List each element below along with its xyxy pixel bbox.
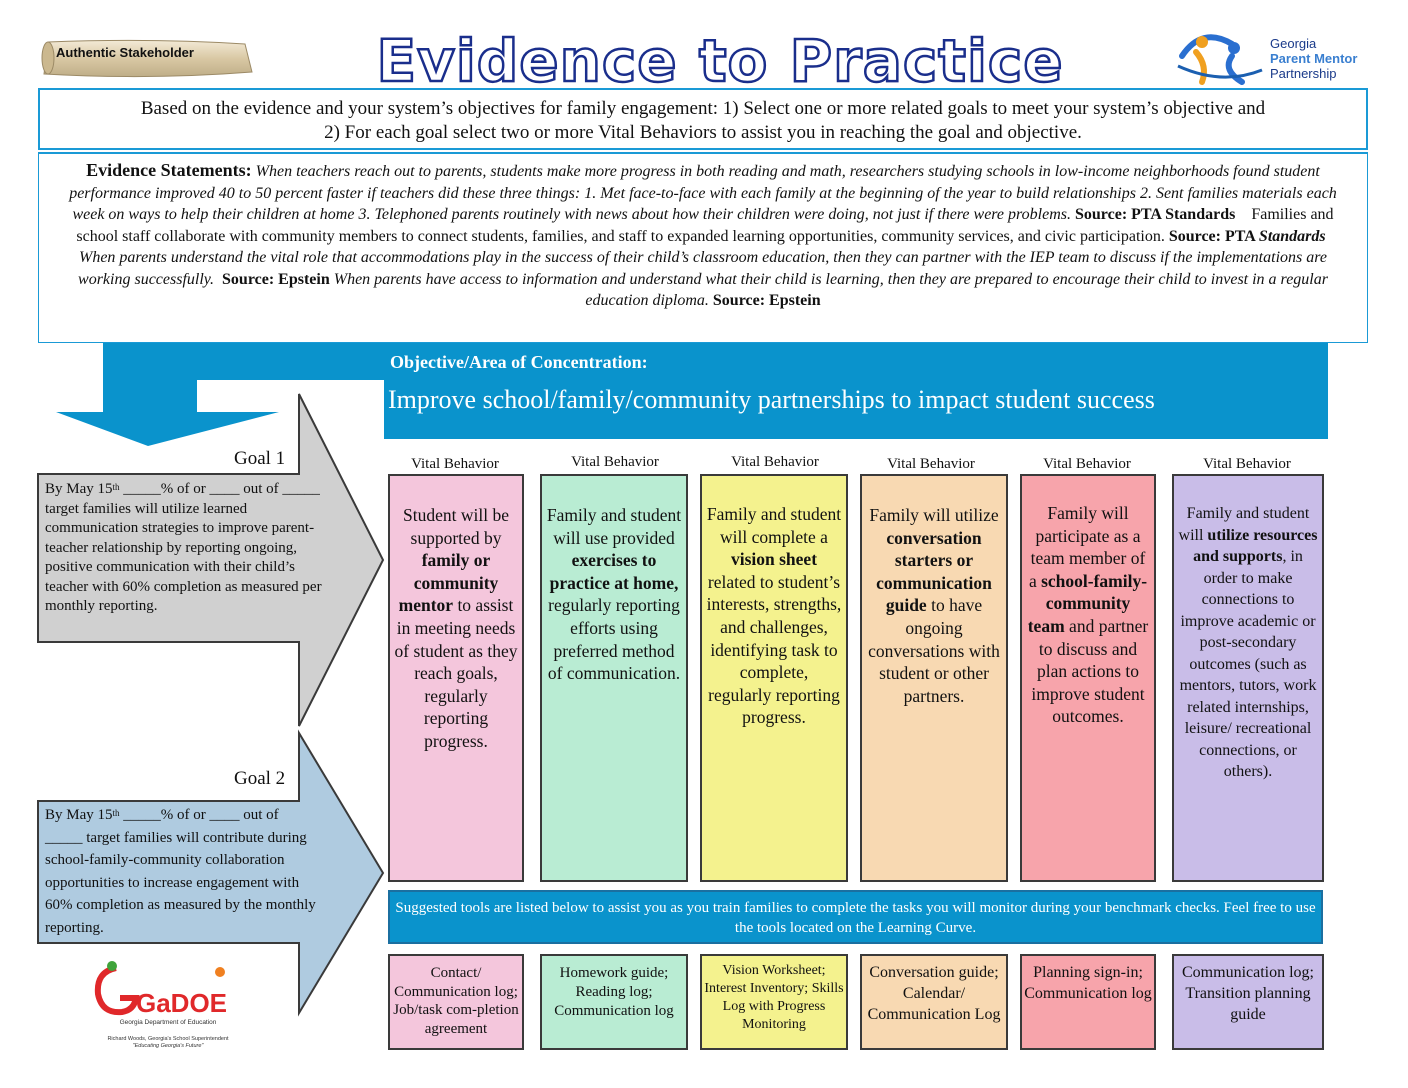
vital-behavior-4: Family will utilize conversation starters or communication guide to have ongoing conversations with student or other partners.	[860, 474, 1008, 882]
evidence-source-4: Source: Epstein	[712, 292, 821, 309]
gadoe-logo-icon	[88, 958, 248, 1050]
svg-text:Georgia Department of Educatio: Georgia Department of Education	[119, 1019, 217, 1026]
tool-box-1: Contact/ Communication log; Job/task com-pletion agreement	[388, 954, 524, 1050]
evidence-statement-4: When parents have access to information and understand what their child is learning, then they are prepared to encourage their child to invest in a regular education diploma.	[333, 270, 1328, 309]
logo-line-1: Georgia	[1270, 36, 1317, 51]
vital-behavior-2: Family and student will use provided exercises to practice at home, regularly reporting efforts using preferred method of communication.	[540, 474, 688, 882]
authentic-stakeholder-label: Authentic Stakeholder	[56, 45, 194, 60]
tool-box-6: Communication log; Transition planning guide	[1172, 954, 1324, 1050]
logo-line-3: Partnership	[1270, 66, 1337, 81]
goal-1-title: Goal 1	[234, 448, 286, 469]
svg-text:GaDOE: GaDOE	[136, 988, 228, 1018]
vital-behavior-1: Student will be supported by family or community mentor to assist in meeting needs of student as they reach goals, regularly reporting progress.	[388, 474, 524, 882]
objective-label: Objective/Area of Concentration:	[390, 352, 648, 372]
evidence-statement-1: When teachers reach out to parents, students make more progress in both reading and math, researchers studying schools in low-income neighborhoods found student performance improved 40 to 50 percent faster if teachers did these three things: 1. Met face-to-face with each family at the beginning of the year to build relationships 2. Sent families materials each week on ways to help their children at home 3. Telephoned parents routinely with news about how their children were doing, not just if there were problems.	[69, 163, 1337, 223]
vital-behavior-label-3: Vital Behavior	[731, 454, 819, 470]
tool-box-5: Planning sign-in; Communication log	[1020, 954, 1156, 1050]
tool-box-3: Vision Worksheet; Interest Inventory; Skills Log with Progress Monitoring	[700, 954, 848, 1050]
suggested-tools-banner: Suggested tools are listed below to assist you as you train families to complete the tasks you will monitor during your benchmark checks. Feel free to use the tools located on the Learning Curve.	[388, 890, 1323, 944]
svg-text:"Educating Georgia's Future": "Educating Georgia's Future"	[132, 1043, 204, 1049]
page-title: Evidence to Practice	[376, 27, 1064, 95]
evidence-source-3: Source: Epstein	[222, 270, 330, 288]
evidence-source-1: Source: PTA Standards	[1075, 206, 1236, 223]
goal-1-text: By May 15th _____% of or ____ out of _____ target families will utilize learned communication strategies to improve parent-teacher relationship by reporting ongoing, positive communication with their child’s teacher with 60% completion as measured per monthly reporting.	[45, 481, 322, 614]
vital-behavior-label-6: Vital Behavior	[1203, 456, 1291, 472]
instruction-line-1: Based on the evidence and your system’s objectives for family engagement: 1) Select one or more related goals to meet your system’s objective and	[140, 98, 1266, 119]
evidence-label: Evidence Statements:	[86, 160, 252, 180]
vital-behavior-label-4: Vital Behavior	[887, 456, 975, 472]
vital-behavior-5: Family will participate as a team member of a school-family-community team and partner to discuss and plan actions to improve student outcomes.	[1020, 474, 1156, 882]
instruction-line-2: 2) For each goal select two or more Vital Behaviors to assist you in reaching the goal and objective.	[324, 122, 1082, 143]
goal-2-text: By May 15th _____% of or ____ out of _____ target families will contribute during school-family-community collaboration opportunities to increase engagement with 60% completion as measured by the monthly reporting.	[45, 807, 316, 936]
evidence-statement-2: Families and school staff collaborate with community members to connect students, families, and staff to expanded learning opportunities, community services, and civic participation.	[76, 206, 1334, 245]
logo-line-2: Parent Mentor	[1270, 51, 1358, 66]
vital-behavior-label-5: Vital Behavior	[1043, 456, 1131, 472]
vital-behavior-label-1: Vital Behavior	[411, 456, 499, 472]
objective-text: Improve school/family/community partnerships to impact student success	[388, 385, 1155, 414]
vital-behavior-6: Family and student will utilize resources and supports, in order to make connections to improve academic or post-secondary outcomes (such as mentors, tutors, work related internships, leisure/ recreational connections, or others).	[1172, 474, 1324, 882]
vital-behavior-label-2: Vital Behavior	[571, 454, 659, 470]
tool-box-4: Conversation guide; Calendar/ Communication Log	[860, 954, 1008, 1050]
goal-2-title: Goal 2	[234, 768, 286, 789]
evidence-statement-3: When parents understand the vital role that accommodations play in the success of their child’s classroom education, then they can partner with the IEP team to discuss if the implementations are working successfully.	[78, 249, 1327, 288]
vital-behavior-3: Family and student will complete a vision sheet related to student’s interests, strengths, and challenges, identifying task to complete, regularly reporting progress.	[700, 474, 848, 882]
evidence-source-2: Source: PTA Standards	[1168, 227, 1326, 245]
svg-text:Richard Woods, Georgia's Schoo: Richard Woods, Georgia's School Superintendent	[107, 1036, 229, 1042]
tool-box-2: Homework guide; Reading log; Communication log	[540, 954, 688, 1050]
